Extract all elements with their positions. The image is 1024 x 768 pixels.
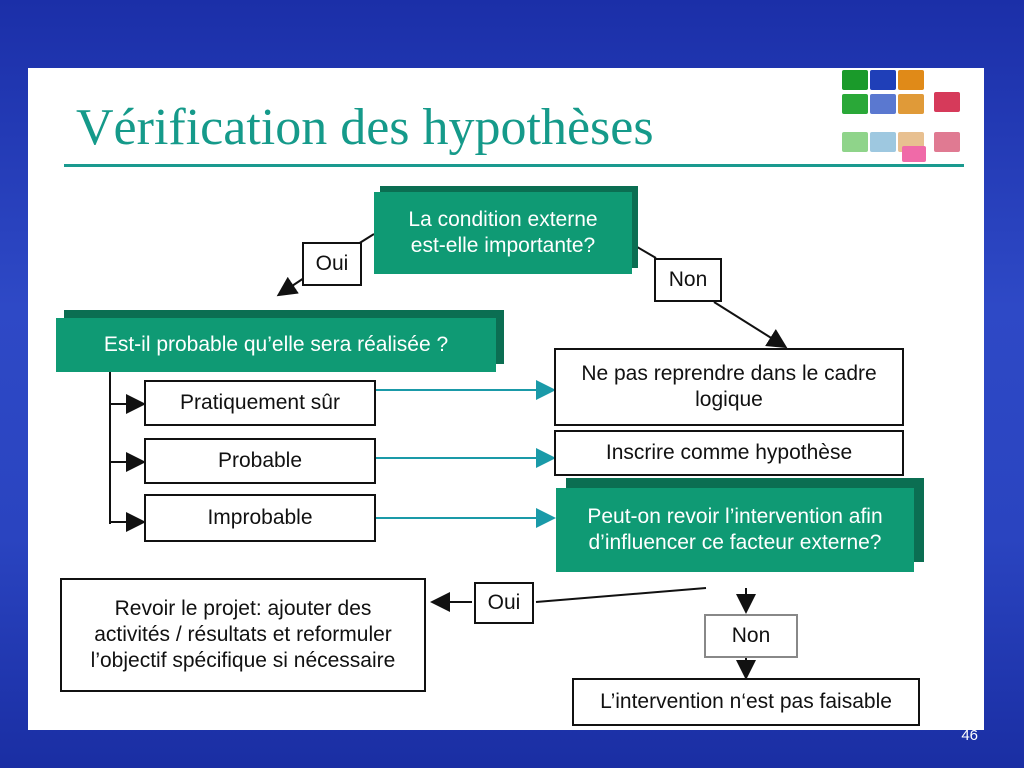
result-revise-project-text: Revoir le projet: ajouter des activités / résultats et reformuler l’objectif spécifique si nécessaire xyxy=(90,596,396,673)
result-not-include-text: Ne pas reprendre dans le cadre logique xyxy=(581,361,877,411)
result-not-feasible xyxy=(572,678,920,726)
result-register-text: Inscrire comme hypothèse xyxy=(605,440,853,464)
page-number: 46 xyxy=(961,727,978,744)
oui-label-2-text: Oui xyxy=(487,590,521,614)
oui-label-1-text: Oui xyxy=(315,251,349,275)
option-probable xyxy=(144,438,376,484)
result-register-hypothesis xyxy=(554,430,904,476)
result-revise-project xyxy=(60,578,426,692)
question-external-condition-text: La condition externe est-elle importante? xyxy=(408,207,598,257)
non-label-2 xyxy=(704,614,798,658)
question-revise-intervention-text: Peut-on revoir l’intervention afin d’influencer ce facteur externe? xyxy=(587,504,883,554)
question-revise-intervention xyxy=(556,488,914,572)
oui-label-2 xyxy=(474,582,534,624)
result-not-include-logframe xyxy=(554,348,904,426)
option-improbable xyxy=(144,494,376,542)
question-probability-text: Est-il probable qu’elle sera réalisée ? xyxy=(103,332,449,356)
option-probable-text: Probable xyxy=(217,448,303,472)
non-label-2-text: Non xyxy=(731,623,771,647)
non-label-1 xyxy=(654,258,722,302)
option-practically-sure xyxy=(144,380,376,426)
question-external-condition-important xyxy=(374,192,632,274)
non-label-1-text: Non xyxy=(668,267,708,291)
slide xyxy=(28,68,984,730)
option-practically-sure-text: Pratiquement sûr xyxy=(180,390,340,414)
oui-label-1 xyxy=(302,242,362,286)
option-improbable-text: Improbable xyxy=(207,505,313,529)
slide-title: Vérification des hypothèses xyxy=(76,99,654,156)
result-not-feasible-text: L’intervention n‘est pas faisable xyxy=(600,689,892,713)
question-probability xyxy=(56,318,496,372)
